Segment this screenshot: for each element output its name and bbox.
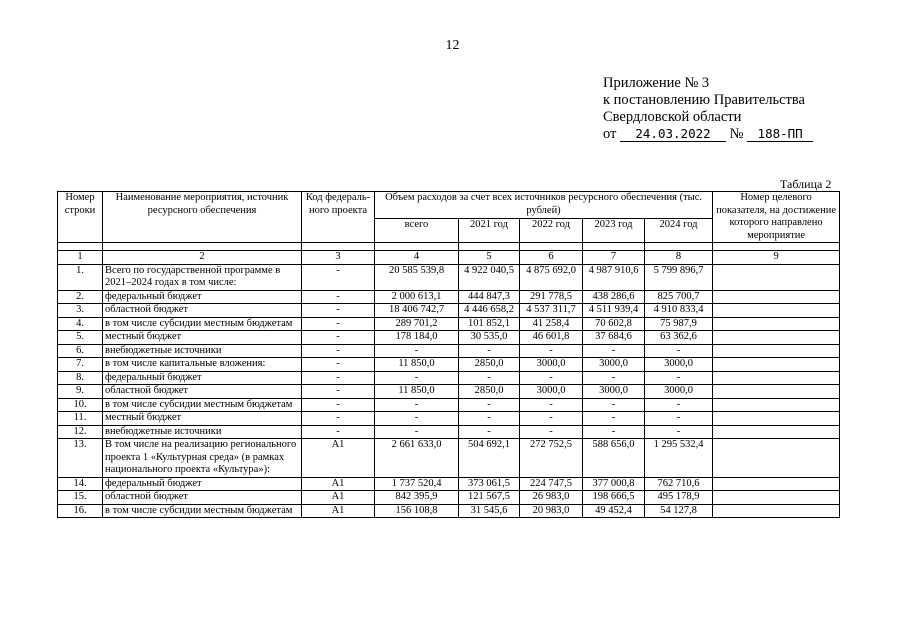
row-2021: - xyxy=(459,344,520,358)
row-total: 842 395,9 xyxy=(375,491,459,505)
row-total: 2 000 613,1 xyxy=(375,290,459,304)
row-2024: 3000,0 xyxy=(645,358,713,372)
row-total: - xyxy=(375,412,459,426)
row-number: 4. xyxy=(58,317,103,331)
row-2022: 291 778,5 xyxy=(520,290,583,304)
resolution-date: 24.03.2022 xyxy=(620,127,726,142)
row-2021: 31 545,6 xyxy=(459,504,520,518)
row-2023: 198 666,5 xyxy=(583,491,645,505)
row-code: - xyxy=(302,264,375,290)
row-2024: 54 127,8 xyxy=(645,504,713,518)
row-2023: 4 987 910,6 xyxy=(583,264,645,290)
row-2021: 373 061,5 xyxy=(459,477,520,491)
appendix-date-line xyxy=(603,126,813,143)
row-2023: 49 452,4 xyxy=(583,504,645,518)
row-number: 13. xyxy=(58,439,103,478)
table-row xyxy=(58,477,840,491)
row-2022: 20 983,0 xyxy=(520,504,583,518)
row-2023: 37 684,6 xyxy=(583,331,645,345)
table-row xyxy=(58,412,840,426)
row-total: 1 737 520,4 xyxy=(375,477,459,491)
row-code: - xyxy=(302,398,375,412)
row-2022: 26 983,0 xyxy=(520,491,583,505)
row-2021: - xyxy=(459,371,520,385)
row-code: - xyxy=(302,304,375,318)
row-2022: 272 752,5 xyxy=(520,439,583,478)
row-2023: 3000,0 xyxy=(583,358,645,372)
row-name: областной бюджет xyxy=(103,385,302,399)
row-2021: - xyxy=(459,425,520,439)
row-name: внебюджетные источники xyxy=(103,344,302,358)
row-2021: 504 692,1 xyxy=(459,439,520,478)
header-total: всего xyxy=(375,218,459,242)
number-label: № xyxy=(729,126,744,142)
row-2022: 224 747,5 xyxy=(520,477,583,491)
table-row xyxy=(58,304,840,318)
row-target xyxy=(713,412,840,426)
row-2023: 3000,0 xyxy=(583,385,645,399)
appendix-title: Приложение № 3 xyxy=(603,75,710,91)
row-2024: - xyxy=(645,398,713,412)
row-2022: - xyxy=(520,371,583,385)
row-number: 1. xyxy=(58,264,103,290)
row-total: 11 850,0 xyxy=(375,385,459,399)
row-number: 15. xyxy=(58,491,103,505)
row-target xyxy=(713,425,840,439)
row-target xyxy=(713,504,840,518)
row-name: областной бюджет xyxy=(103,491,302,505)
row-code: А1 xyxy=(302,439,375,478)
row-total: 11 850,0 xyxy=(375,358,459,372)
column-number: 5 xyxy=(459,251,520,265)
row-2021: 101 852,1 xyxy=(459,317,520,331)
table-row xyxy=(58,425,840,439)
row-total: - xyxy=(375,425,459,439)
row-number: 9. xyxy=(58,385,103,399)
row-total: - xyxy=(375,398,459,412)
table-title: Таблица 2 xyxy=(780,177,832,191)
row-2024: 762 710,6 xyxy=(645,477,713,491)
row-2021: 2850,0 xyxy=(459,385,520,399)
row-2024: 4 910 833,4 xyxy=(645,304,713,318)
row-2023: - xyxy=(583,412,645,426)
column-number: 2 xyxy=(103,251,302,265)
row-2021: 444 847,3 xyxy=(459,290,520,304)
page-number: 12 xyxy=(445,38,460,53)
row-name: Всего по государственной программе в 2021–2024 годах в том числе: xyxy=(103,264,302,290)
row-2021: 30 535,0 xyxy=(459,331,520,345)
row-name: местный бюджет xyxy=(103,331,302,345)
row-target xyxy=(713,385,840,399)
row-target xyxy=(713,290,840,304)
row-total: 178 184,0 xyxy=(375,331,459,345)
row-target xyxy=(713,344,840,358)
row-2021: - xyxy=(459,398,520,412)
row-2024: - xyxy=(645,412,713,426)
row-target xyxy=(713,317,840,331)
row-number: 3. xyxy=(58,304,103,318)
row-2024: - xyxy=(645,371,713,385)
row-name: областной бюджет xyxy=(103,304,302,318)
table-row xyxy=(58,491,840,505)
row-code: А1 xyxy=(302,504,375,518)
table-row xyxy=(58,398,840,412)
row-name: федеральный бюджет xyxy=(103,371,302,385)
row-2023: - xyxy=(583,398,645,412)
column-number: 7 xyxy=(583,251,645,265)
row-2022: 3000,0 xyxy=(520,358,583,372)
table-row xyxy=(58,358,840,372)
row-code: - xyxy=(302,371,375,385)
row-2024: - xyxy=(645,425,713,439)
row-name: в том числе субсидии местным бюджетам xyxy=(103,398,302,412)
header-row-number: Номер строки xyxy=(58,192,103,243)
row-2021: 4 922 040,5 xyxy=(459,264,520,290)
row-2023: 438 286,6 xyxy=(583,290,645,304)
row-target xyxy=(713,264,840,290)
row-target xyxy=(713,331,840,345)
row-2021: 4 446 658,2 xyxy=(459,304,520,318)
row-2023: 377 000,8 xyxy=(583,477,645,491)
header-target: Номер целевого показателя, на достижение которого направлено мероприятие xyxy=(713,192,840,243)
table-row xyxy=(58,385,840,399)
appendix-resolution: к постановлению Правительства xyxy=(603,92,805,108)
resolution-number: 188-ПП xyxy=(747,127,813,142)
row-code: А1 xyxy=(302,491,375,505)
row-2022: - xyxy=(520,398,583,412)
row-code: - xyxy=(302,425,375,439)
row-number: 5. xyxy=(58,331,103,345)
table-row xyxy=(58,344,840,358)
row-name: местный бюджет xyxy=(103,412,302,426)
header-2021: 2021 год xyxy=(459,218,520,242)
column-number: 8 xyxy=(645,251,713,265)
row-2023: - xyxy=(583,425,645,439)
column-number: 3 xyxy=(302,251,375,265)
table-row xyxy=(58,371,840,385)
table-header-row xyxy=(58,192,840,219)
row-2023: - xyxy=(583,344,645,358)
row-2021: 2850,0 xyxy=(459,358,520,372)
table-row xyxy=(58,331,840,345)
row-2022: 3000,0 xyxy=(520,385,583,399)
row-2022: 46 601,8 xyxy=(520,331,583,345)
row-2022: - xyxy=(520,344,583,358)
row-target xyxy=(713,371,840,385)
table-row xyxy=(58,504,840,518)
row-2022: 41 258,4 xyxy=(520,317,583,331)
header-gap xyxy=(58,243,840,251)
row-total: 156 108,8 xyxy=(375,504,459,518)
row-2023: - xyxy=(583,371,645,385)
row-2022: - xyxy=(520,412,583,426)
row-total: 20 585 539,8 xyxy=(375,264,459,290)
row-name: федеральный бюджет xyxy=(103,477,302,491)
header-volume: Объем расходов за счет всех источников ресурсного обеспечения (тыс. рублей) xyxy=(375,192,713,219)
row-2024: - xyxy=(645,344,713,358)
row-code: - xyxy=(302,317,375,331)
row-2022: 4 537 311,7 xyxy=(520,304,583,318)
row-2024: 3000,0 xyxy=(645,385,713,399)
row-name: В том числе на реализацию регионального проекта 1 «Культурная среда» (в рамках национального проекта «Культура»): xyxy=(103,439,302,478)
row-code: - xyxy=(302,331,375,345)
row-total: - xyxy=(375,371,459,385)
row-2023: 588 656,0 xyxy=(583,439,645,478)
row-number: 8. xyxy=(58,371,103,385)
appendix-region: Свердловской области xyxy=(603,109,742,125)
row-2023: 4 511 939,4 xyxy=(583,304,645,318)
column-number: 1 xyxy=(58,251,103,265)
row-number: 14. xyxy=(58,477,103,491)
header-2024: 2024 год xyxy=(645,218,713,242)
row-name: в том числе субсидии местным бюджетам xyxy=(103,504,302,518)
header-2022: 2022 год xyxy=(520,218,583,242)
row-code: - xyxy=(302,290,375,304)
header-code: Код федераль-ного проекта xyxy=(302,192,375,243)
row-name: внебюджетные источники xyxy=(103,425,302,439)
row-target xyxy=(713,358,840,372)
row-number: 11. xyxy=(58,412,103,426)
row-number: 12. xyxy=(58,425,103,439)
row-2021: - xyxy=(459,412,520,426)
budget-table xyxy=(57,191,840,518)
row-target xyxy=(713,439,840,478)
row-name: федеральный бюджет xyxy=(103,290,302,304)
table-row xyxy=(58,317,840,331)
from-label: от xyxy=(603,126,617,142)
row-name: в том числе капитальные вложения: xyxy=(103,358,302,372)
row-2024: 5 799 896,7 xyxy=(645,264,713,290)
row-2024: 495 178,9 xyxy=(645,491,713,505)
row-2022: - xyxy=(520,425,583,439)
row-code: - xyxy=(302,344,375,358)
row-number: 10. xyxy=(58,398,103,412)
row-number: 6. xyxy=(58,344,103,358)
row-2022: 4 875 692,0 xyxy=(520,264,583,290)
row-total: 289 701,2 xyxy=(375,317,459,331)
row-2024: 75 987,9 xyxy=(645,317,713,331)
row-number: 16. xyxy=(58,504,103,518)
row-number: 7. xyxy=(58,358,103,372)
row-code: - xyxy=(302,385,375,399)
row-number: 2. xyxy=(58,290,103,304)
table-row xyxy=(58,264,840,290)
row-target xyxy=(713,491,840,505)
row-total: 18 406 742,7 xyxy=(375,304,459,318)
header-name: Наименование мероприятия, источник ресурсного обеспечения xyxy=(103,192,302,243)
appendix-block xyxy=(603,75,813,143)
row-total: - xyxy=(375,344,459,358)
column-number: 9 xyxy=(713,251,840,265)
table-row xyxy=(58,439,840,478)
row-2024: 1 295 532,4 xyxy=(645,439,713,478)
row-code: А1 xyxy=(302,477,375,491)
row-2024: 825 700,7 xyxy=(645,290,713,304)
row-2021: 121 567,5 xyxy=(459,491,520,505)
row-code: - xyxy=(302,412,375,426)
row-2024: 63 362,6 xyxy=(645,331,713,345)
header-2023: 2023 год xyxy=(583,218,645,242)
column-number: 4 xyxy=(375,251,459,265)
row-name: в том числе субсидии местным бюджетам xyxy=(103,317,302,331)
column-number: 6 xyxy=(520,251,583,265)
row-total: 2 661 633,0 xyxy=(375,439,459,478)
row-code: - xyxy=(302,358,375,372)
row-2023: 70 602,8 xyxy=(583,317,645,331)
row-target xyxy=(713,304,840,318)
row-target xyxy=(713,477,840,491)
table-row xyxy=(58,290,840,304)
row-target xyxy=(713,398,840,412)
column-number-row xyxy=(58,251,840,265)
